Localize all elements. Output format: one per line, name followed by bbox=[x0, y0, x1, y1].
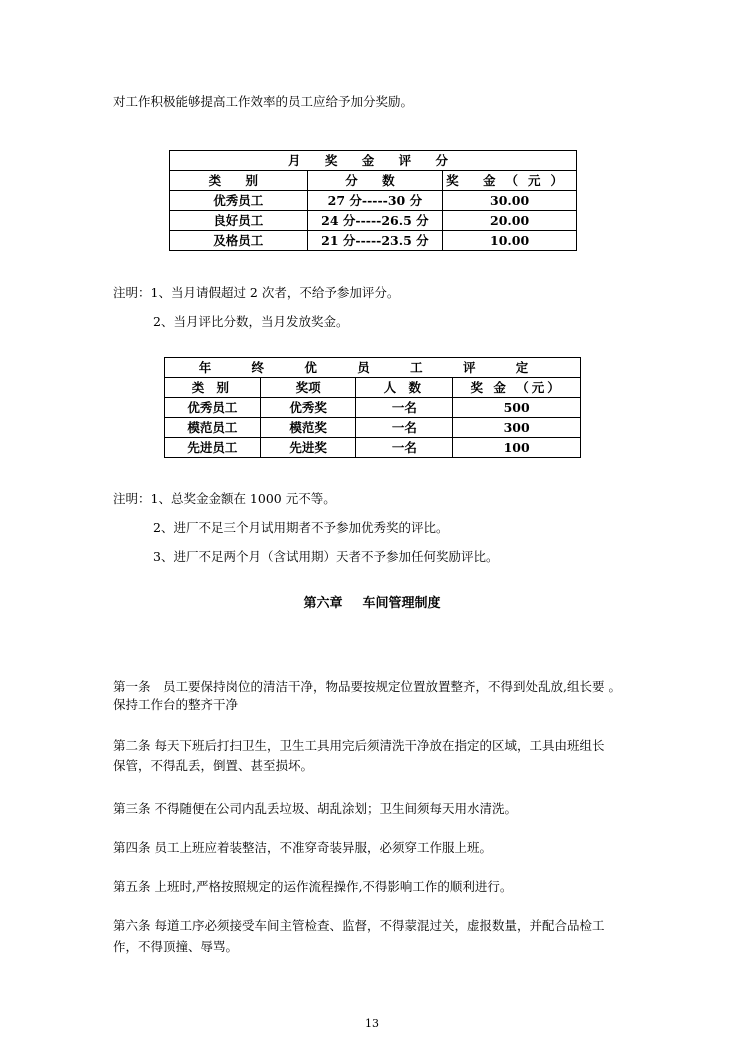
table-cell: 先进员工 bbox=[165, 438, 261, 458]
table-cell: 模范员工 bbox=[165, 418, 261, 438]
table-row bbox=[170, 191, 577, 211]
table-title-row bbox=[170, 151, 577, 171]
chapter-title: 车间管理制度 bbox=[362, 596, 441, 611]
table-cell: 良好员工 bbox=[170, 211, 308, 231]
header-cell: 奖 金（元） bbox=[443, 171, 577, 191]
monthly-table-title: 月 奖 金 评 分 bbox=[170, 151, 577, 171]
table-row bbox=[165, 398, 581, 418]
annual-award-table bbox=[164, 357, 581, 458]
header-cell: 类 别 bbox=[170, 171, 308, 191]
note-line: 注明：1、当月请假超过 2 次者，不给予参加评分。 bbox=[113, 285, 400, 300]
article-6-line-1: 第六条 每道工序必须接受车间主管检查、监督，不得蒙混过关，虚报数量，并配合品检工 bbox=[113, 918, 605, 933]
table-row bbox=[165, 418, 581, 438]
table-cell: 优秀员工 bbox=[165, 398, 261, 418]
table-cell: 10.00 bbox=[443, 231, 577, 251]
note-line: 注明：1、总奖金金额在 1000 元不等。 bbox=[113, 491, 336, 506]
table-cell: 300 bbox=[453, 418, 581, 438]
table-cell: 模范奖 bbox=[260, 418, 356, 438]
article-2-line-1: 第二条 每天下班后打扫卫生，卫生工具用完后须清洗干净放在指定的区域，工具由班组长 bbox=[113, 738, 605, 753]
annual-table-title: 年 终 优 员 工 评 定 bbox=[165, 358, 581, 378]
table-cell: 30.00 bbox=[443, 191, 577, 211]
article-5: 第五条 上班时,严格按照规定的运作流程操作,不得影响工作的顺利进行。 bbox=[113, 879, 513, 894]
article-4: 第四条 员工上班应着装整洁，不准穿奇装异服，必须穿工作服上班。 bbox=[113, 840, 492, 855]
table-cell: 24 分-----26.5 分 bbox=[307, 211, 443, 231]
table-header-row bbox=[165, 378, 581, 398]
table-cell: 一名 bbox=[356, 438, 453, 458]
table-cell: 及格员工 bbox=[170, 231, 308, 251]
table-row bbox=[165, 438, 581, 458]
table-row bbox=[170, 231, 577, 251]
table-cell: 先进奖 bbox=[260, 438, 356, 458]
table-cell: 20.00 bbox=[443, 211, 577, 231]
header-cell: 奖项 bbox=[260, 378, 356, 398]
table-cell: 27 分-----30 分 bbox=[307, 191, 443, 211]
page-number: 13 bbox=[365, 1017, 379, 1030]
note-line: 3、进厂不足两个月（含试用期）天者不予参加任何奖励评比。 bbox=[153, 549, 499, 564]
table-cell: 500 bbox=[453, 398, 581, 418]
table-cell: 一名 bbox=[356, 398, 453, 418]
header-cell: 类 别 bbox=[165, 378, 261, 398]
article-6-line-2: 作，不得顶撞、辱骂。 bbox=[113, 939, 239, 954]
table-title-row bbox=[165, 358, 581, 378]
article-1-line-2: 保持工作台的整齐干净 bbox=[113, 697, 239, 712]
table-cell: 100 bbox=[453, 438, 581, 458]
header-cell: 人 数 bbox=[356, 378, 453, 398]
table-cell: 优秀员工 bbox=[170, 191, 308, 211]
monthly-bonus-table bbox=[169, 150, 577, 251]
header-cell: 奖 金 （元） bbox=[453, 378, 581, 398]
table-header-row bbox=[170, 171, 577, 191]
note-line: 2、当月评比分数，当月发放奖金。 bbox=[153, 314, 349, 329]
article-3: 第三条 不得随便在公司内乱丢垃圾、胡乱涂划；卫生间须每天用水清洗。 bbox=[113, 801, 517, 816]
header-cell: 分 数 bbox=[307, 171, 443, 191]
table-cell: 一名 bbox=[356, 418, 453, 438]
chapter-heading bbox=[0, 592, 744, 611]
note-line: 2、进厂不足三个月试用期者不予参加优秀奖的评比。 bbox=[153, 520, 449, 535]
table-cell: 优秀奖 bbox=[260, 398, 356, 418]
article-1-line-1: 第一条 员工要保持岗位的清洁干净，物品要按规定位置放置整齐，不得到处乱放,组长要 。 bbox=[113, 679, 621, 694]
table-cell: 21 分-----23.5 分 bbox=[307, 231, 443, 251]
article-2-line-2: 保管，不得乱丢，倒置、甚至损坏。 bbox=[113, 758, 314, 773]
intro-paragraph: 对工作积极能够提高工作效率的员工应给予加分奖励。 bbox=[113, 94, 414, 109]
table-row bbox=[170, 211, 577, 231]
chapter-number: 第六章 bbox=[303, 596, 343, 611]
